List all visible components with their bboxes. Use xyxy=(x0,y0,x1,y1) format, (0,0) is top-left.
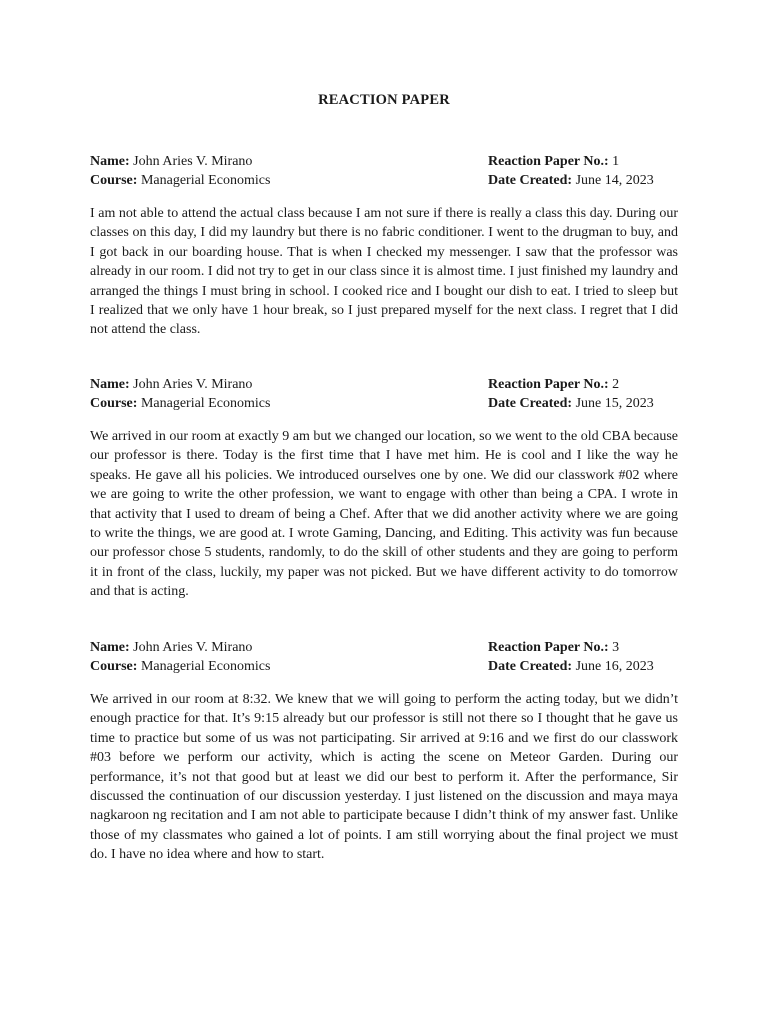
paper-no-label: Reaction Paper No.: xyxy=(488,154,609,169)
meta-row-name xyxy=(90,152,678,171)
paper-no-label: Reaction Paper No.: xyxy=(488,377,609,392)
name-line xyxy=(90,375,252,394)
paper-no-line xyxy=(488,375,619,394)
name-value: John Aries V. Mirano xyxy=(133,640,253,655)
name-label: Name: xyxy=(90,154,130,169)
date-label: Date Created: xyxy=(488,173,573,188)
paper-no-value: 2 xyxy=(612,377,620,392)
entry-body: We arrived in our room at 8:32. We knew that we will going to perform the acting today, but we didn’t enough practice for that. It’s 9:15 already but our professor is still not there so I thought that he gave us time to practice but some of us was not participating. Sir arrived at 9:16 and we first do our classwork #03 before we perform our activity, which is acting the scene on Meteor Garden. During our performance, it’s not that good but at least we did our best to perform it. After the performance, Sir discussed the continuation of our discussion yesterday. I just listened on the discussion and maya maya nagkaroon ng recitation and I am not able to participate because I didn’t think of my answer fast. Unlike those of my classmates who gained a lot of points. I am still worrying about the final project we must do. I have no idea where and how to start. xyxy=(90,692,678,863)
date-label: Date Created: xyxy=(488,659,573,674)
paper-no-value: 1 xyxy=(612,154,620,169)
date-label: Date Created: xyxy=(488,396,573,411)
reaction-entry-1 xyxy=(90,152,678,340)
date-line xyxy=(488,657,654,676)
course-line xyxy=(90,171,270,190)
date-line xyxy=(488,171,654,190)
page-title: REACTION PAPER xyxy=(318,92,450,108)
name-label: Name: xyxy=(90,640,130,655)
course-value: Managerial Economics xyxy=(140,396,271,411)
entry-body: I am not able to attend the actual class because I am not sure if there is really a class this day. During our classes on this day, I did my laundry but there is no fabric conditioner. I went to the drugman to buy, and I got back in our boarding house. That is when I checked my messenger. I saw that the professor was already in our room. I did not try to get in our class since it is almost time. I just finished my laundry and arranged the things I must bring in school. I cooked rice and I bought our dish to eat. I tried to sleep but I realized that we only have 1 hour break, so I just prepared myself for the next class. I regret that I did not attend the class. xyxy=(90,206,678,338)
entry-body: We arrived in our room at exactly 9 am but we changed our location, so we went to the old CBA because our professor is there. Today is the first time that I have met him. He is cool and I like the way he speaks. He gave all his policies. We introduced ourselves one by one. We did our classwork #02 where we are going to write the other profession, we want to engage with other than being a CPA. I wrote in that activity that I used to dream of being a Chef. After that we did another activity where we are going to write the things, we are good at. I wrote Gaming, Dancing, and Editing. This activity was fun because our professor chose 5 students, randomly, to do the skill of other students and they are going to perform it in front of the class, luckily, my paper was not picked. But we have different activity to do tomorrow and that is acting. xyxy=(90,429,678,600)
name-value: John Aries V. Mirano xyxy=(133,154,253,169)
course-label: Course: xyxy=(90,396,138,411)
paper-no-value: 3 xyxy=(612,640,620,655)
meta-row-course xyxy=(90,657,678,676)
reaction-entry-3 xyxy=(90,638,678,865)
paper-no-label: Reaction Paper No.: xyxy=(488,640,609,655)
name-label: Name: xyxy=(90,377,130,392)
date-value: June 14, 2023 xyxy=(575,173,654,188)
reaction-entry-2 xyxy=(90,375,678,602)
course-label: Course: xyxy=(90,659,138,674)
course-label: Course: xyxy=(90,173,138,188)
course-value: Managerial Economics xyxy=(140,659,271,674)
name-value: John Aries V. Mirano xyxy=(133,377,253,392)
date-value: June 16, 2023 xyxy=(575,659,654,674)
course-line xyxy=(90,394,270,413)
paper-no-line xyxy=(488,638,619,657)
meta-row-course xyxy=(90,394,678,413)
paper-no-line xyxy=(488,152,619,171)
name-line xyxy=(90,638,252,657)
date-line xyxy=(488,394,654,413)
meta-row-course xyxy=(90,171,678,190)
meta-row-name xyxy=(90,375,678,394)
date-value: June 15, 2023 xyxy=(575,396,654,411)
meta-row-name xyxy=(90,638,678,657)
course-line xyxy=(90,657,270,676)
course-value: Managerial Economics xyxy=(140,173,271,188)
name-line xyxy=(90,152,252,171)
